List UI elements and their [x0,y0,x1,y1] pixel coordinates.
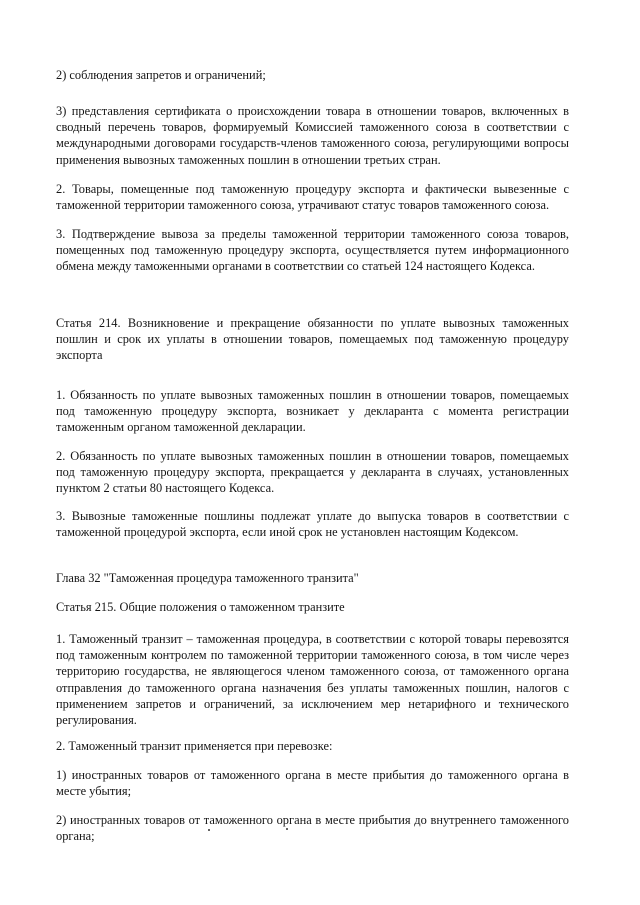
article-214-paragraph-2: 2. Обязанность по уплате вывозных таможенных пошлин в отношении товаров, помещаемых под таможенную процедуру экспорта, прекращается у декларанта в случаях, установленных пунктом 2 статьи 80 настоящего Кодекса. [56,449,569,496]
article-214-heading: Статья 214. Возникновение и прекращение обязанности по уплате вывозных таможенных пошлин и срок их уплаты в отношении товаров, помещаемых под таможенную процедуру экспорта [56,316,569,363]
paragraph-2-status-loss: 2. Товары, помещенные под таможенную процедуру экспорта и фактически вывезенные с таможенной территории таможенного союза, утрачивают статус товаров таможенного союза. [56,182,569,213]
article-215-heading: Статья 215. Общие положения о таможенном транзите [56,600,345,614]
paragraph-item-2-prohibitions: 2) соблюдения запретов и ограничений; [56,68,266,82]
article-215-item-1: 1) иностранных товаров от таможенного органа в месте прибытия до таможенного органа в месте убытия; [56,768,569,799]
article-215-paragraph-2: 2. Таможенный транзит применяется при перевозке: [56,739,333,753]
article-214-paragraph-1: 1. Обязанность по уплате вывозных таможенных пошлин в отношении товаров, помещаемых под таможенную процедуру экспорта, возникает у декларанта с момента регистрации таможенным органом таможенной декларации. [56,388,569,435]
article-214-paragraph-3: 3. Вывозные таможенные пошлины подлежат уплате до выпуска товаров в соответствии с таможенной процедурой экспорта, если иной срок не установлен настоящим Кодексом. [56,509,569,540]
article-215-item-2: 2) иностранных товаров от таможенного органа в месте прибытия до внутреннего таможенного органа; [56,813,569,844]
paragraph-item-3-certificate: 3) представления сертификата о происхождении товара в отношении товаров, включенных в сводный перечень товаров, формируемый Комиссией таможенного союза в соответствии с международными договорами государств-членов таможенного союза, регулирующими вопросы применения вывозных таможенных пошлин в отношении третьих стран. [56,104,569,167]
scan-speck [208,829,210,831]
paragraph-3-export-confirmation: 3. Подтверждение вывоза за пределы таможенной территории таможенного союза товаров, помещенных под таможенную процедуру экспорта, осуществляется путем информационного обмена между таможенными органами в соответствии со статьей 124 настоящего Кодекса. [56,227,569,274]
scan-speck [286,828,288,830]
chapter-32-heading: Глава 32 "Таможенная процедура таможенного транзита" [56,571,359,585]
article-215-paragraph-1: 1. Таможенный транзит – таможенная процедура, в соответствии с которой товары перевозятся под таможенным контролем по таможенной территории таможенного союза, в том числе через территорию государства, не являющегося членом таможенного союза, от таможенного органа отправления до таможенного органа назначения без уплаты таможенных пошлин, налогов с применением запретов и ограничений, за исключением мер нетарифного и технического регулирования. [56,632,569,728]
